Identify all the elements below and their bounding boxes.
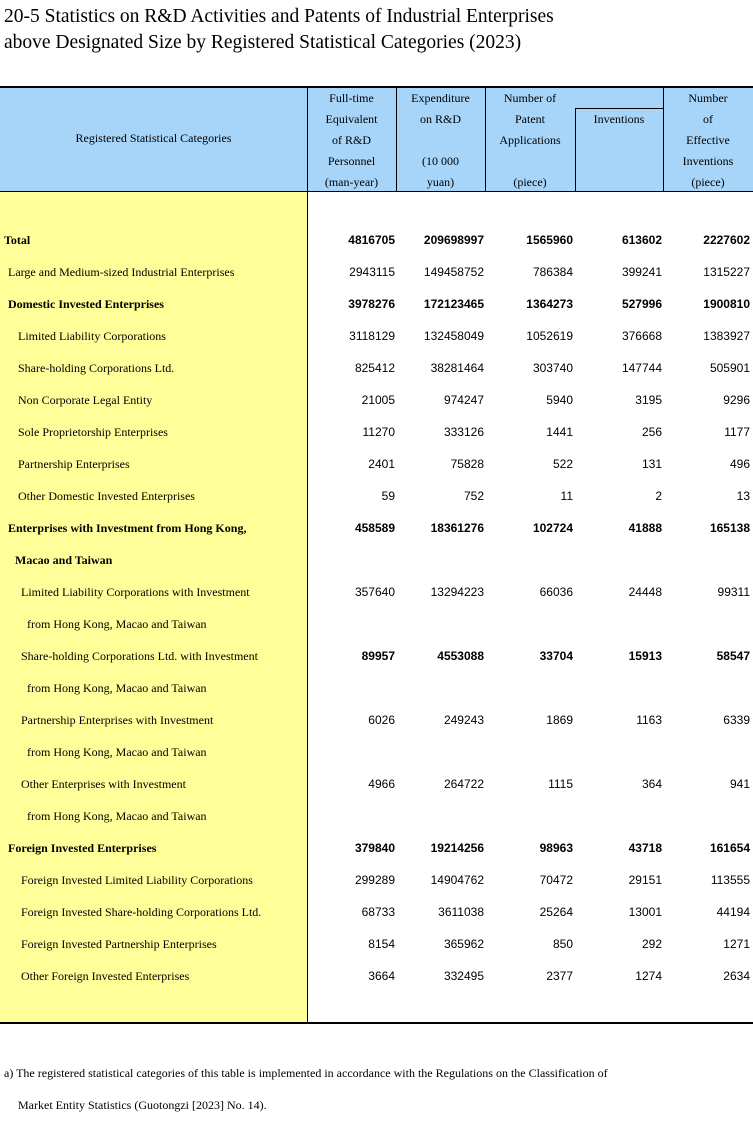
cell-value: 1869 (546, 713, 573, 727)
cell-value: 25264 (539, 905, 573, 919)
cell-value: 264722 (443, 777, 484, 791)
row-label-continuation: from Hong Kong, Macao and Taiwan (27, 745, 207, 759)
table-bottom-rule (0, 1022, 753, 1024)
cell-value: 333126 (443, 425, 484, 439)
cell-value: 786384 (532, 265, 573, 279)
cell-value: 147744 (621, 361, 662, 375)
table-row (0, 352, 753, 384)
row-label: Limited Liability Corporations with Investment (21, 585, 250, 599)
header-effective-inventions: Number of Effective Inventions (piece) (682, 91, 734, 189)
table-row (0, 256, 753, 288)
title-line-1: 20-5 Statistics on R&D Activities and Patents of Industrial Enterprises (4, 6, 554, 27)
cell-value: 2377 (546, 969, 573, 983)
row-label: Other Foreign Invested Enterprises (21, 969, 190, 983)
cell-value: 33704 (539, 649, 573, 663)
table-row (0, 832, 753, 864)
cell-value: 365962 (443, 937, 484, 951)
cell-value: 613602 (621, 233, 662, 247)
row-label: Other Enterprises with Investment (21, 777, 186, 791)
cell-value: 1383927 (703, 329, 750, 343)
row-label-continuation: from Hong Kong, Macao and Taiwan (27, 809, 207, 823)
cell-value: 75828 (450, 457, 484, 471)
table-row (0, 576, 753, 608)
cell-value: 2943115 (349, 265, 395, 279)
cell-value: 132458049 (423, 329, 484, 343)
table-row (0, 512, 753, 544)
cell-value: 376668 (621, 329, 662, 343)
table-row (0, 480, 753, 512)
cell-value: 292 (641, 937, 662, 951)
cell-value: 2634 (723, 969, 750, 983)
cell-value: 13001 (628, 905, 662, 919)
cell-value: 4553088 (437, 649, 484, 663)
cell-value: 496 (729, 457, 750, 471)
cell-value: 505901 (709, 361, 750, 375)
cell-value: 89957 (361, 649, 395, 663)
row-label-continuation: from Hong Kong, Macao and Taiwan (27, 681, 207, 695)
cell-value: 43718 (628, 841, 662, 855)
row-label: Non Corporate Legal Entity (18, 393, 153, 407)
cell-value: 3195 (635, 393, 662, 407)
footnote-line-2: Market Entity Statistics (Guotongzi [2023] No. 14). (18, 1098, 267, 1112)
cell-value: 44194 (716, 905, 750, 919)
cell-value: 99311 (717, 585, 750, 599)
cell-value: 1271 (723, 937, 750, 951)
cell-value: 1441 (546, 425, 573, 439)
table-row (0, 928, 753, 960)
row-label: Domestic Invested Enterprises (8, 297, 164, 311)
row-label: Large and Medium-sized Industrial Enterprises (8, 265, 235, 279)
table-row (0, 448, 753, 480)
header-patent-applications: Number of Patent Applications (piece) (499, 91, 561, 189)
cell-value: 24448 (628, 585, 662, 599)
row-label-continuation: from Hong Kong, Macao and Taiwan (27, 617, 207, 631)
cell-value: 1274 (635, 969, 662, 983)
cell-value: 1115 (548, 777, 573, 791)
cell-value: 59 (381, 489, 395, 503)
table-row (0, 864, 753, 896)
cell-value: 13 (736, 489, 750, 503)
cell-value: 11270 (362, 425, 395, 439)
cell-value: 1565960 (526, 233, 573, 247)
cell-value: 13294223 (430, 585, 484, 599)
statistics-table (0, 86, 753, 1024)
header-category: Registered Statistical Categories (75, 131, 232, 145)
cell-value: 2 (655, 489, 662, 503)
cell-value: 98963 (539, 841, 573, 855)
cell-value: 357640 (354, 585, 395, 599)
footnote-line-1: a) The registered statistical categories of this table is implemented in accordance with the Regulations on the Classification of (4, 1066, 608, 1080)
cell-value: 458589 (354, 521, 395, 535)
cell-value: 9296 (723, 393, 750, 407)
cell-value: 209698997 (423, 233, 484, 247)
row-label: Foreign Invested Share-holding Corporations Ltd. (21, 905, 262, 919)
header-inventions: Inventions (593, 112, 645, 126)
cell-value: 3118129 (349, 329, 395, 343)
cell-value: 58547 (716, 649, 750, 663)
cell-value: 399241 (621, 265, 662, 279)
cell-value: 1052619 (526, 329, 573, 343)
cell-value: 256 (641, 425, 662, 439)
cell-value: 303740 (532, 361, 573, 375)
cell-value: 249243 (443, 713, 484, 727)
cell-value: 21005 (361, 393, 395, 407)
row-label: Limited Liability Corporations (18, 329, 166, 343)
cell-value: 1177 (724, 425, 750, 439)
header-rd-expenditure: Expenditure on R&D (10 000 yuan) (411, 91, 470, 189)
cell-value: 70472 (539, 873, 573, 887)
row-label: Sole Proprietorship Enterprises (18, 425, 168, 439)
row-label: Partnership Enterprises (18, 457, 130, 471)
cell-value: 68733 (361, 905, 395, 919)
cell-value: 18361276 (430, 521, 484, 535)
table-row (0, 288, 753, 320)
cell-value: 66036 (539, 585, 573, 599)
cell-value: 15913 (628, 649, 662, 663)
cell-value: 5940 (546, 393, 573, 407)
cell-value: 11 (560, 489, 573, 503)
cell-value: 941 (729, 777, 750, 791)
cell-value: 4966 (368, 777, 395, 791)
row-label-continuation: Macao and Taiwan (15, 553, 113, 567)
cell-value: 752 (463, 489, 484, 503)
table-row (0, 320, 753, 352)
cell-value: 41888 (628, 521, 662, 535)
cell-value: 38281464 (430, 361, 484, 375)
row-label: Enterprises with Investment from Hong Kong, (8, 521, 247, 535)
cell-value: 29151 (628, 873, 662, 887)
cell-value: 1364273 (526, 297, 573, 311)
table-row (0, 704, 753, 736)
cell-value: 19214256 (430, 841, 484, 855)
table-row (0, 960, 753, 992)
cell-value: 1163 (636, 713, 662, 727)
table-row (0, 224, 753, 256)
table-row (0, 640, 753, 672)
cell-value: 3664 (368, 969, 395, 983)
table-row (0, 416, 753, 448)
cell-value: 165138 (709, 521, 750, 535)
cell-value: 974247 (443, 393, 484, 407)
cell-value: 161654 (709, 841, 750, 855)
cell-value: 6339 (723, 713, 750, 727)
header-fte-personnel: Full-time Equivalent of R&D Personnel (man-year) (324, 91, 379, 189)
row-label: Foreign Invested Partnership Enterprises (21, 937, 217, 951)
cell-value: 299289 (354, 873, 395, 887)
cell-value: 364 (641, 777, 662, 791)
cell-value: 850 (552, 937, 573, 951)
table-title (4, 4, 554, 56)
cell-value: 149458752 (423, 265, 484, 279)
table-row (0, 768, 753, 800)
cell-value: 522 (552, 457, 573, 471)
cell-value: 172123465 (423, 297, 484, 311)
table-row (0, 384, 753, 416)
table-row (0, 896, 753, 928)
cell-value: 102724 (532, 521, 573, 535)
cell-value: 825412 (354, 361, 395, 375)
cell-value: 8154 (368, 937, 395, 951)
cell-value: 332495 (443, 969, 484, 983)
cell-value: 14904762 (430, 873, 484, 887)
cell-value: 6026 (368, 713, 395, 727)
row-label: Total (4, 233, 31, 247)
cell-value: 1315227 (703, 265, 750, 279)
cell-value: 3978276 (348, 297, 395, 311)
cell-value: 131 (641, 457, 662, 471)
row-label: Share-holding Corporations Ltd. (18, 361, 175, 375)
row-label: Partnership Enterprises with Investment (21, 713, 214, 727)
cell-value: 2227602 (703, 233, 750, 247)
row-label: Foreign Invested Enterprises (8, 841, 157, 855)
cell-value: 3611038 (438, 905, 484, 919)
cell-value: 379840 (354, 841, 395, 855)
cell-value: 4816705 (348, 233, 395, 247)
cell-value: 1900810 (703, 297, 750, 311)
row-label: Other Domestic Invested Enterprises (18, 489, 195, 503)
cell-value: 113555 (710, 873, 750, 887)
row-label: Share-holding Corporations Ltd. with Investment (21, 649, 258, 663)
row-label: Foreign Invested Limited Liability Corporations (21, 873, 253, 887)
title-line-2: above Designated Size by Registered Statistical Categories (2023) (4, 32, 522, 53)
cell-value: 2401 (368, 457, 395, 471)
cell-value: 527996 (621, 297, 662, 311)
